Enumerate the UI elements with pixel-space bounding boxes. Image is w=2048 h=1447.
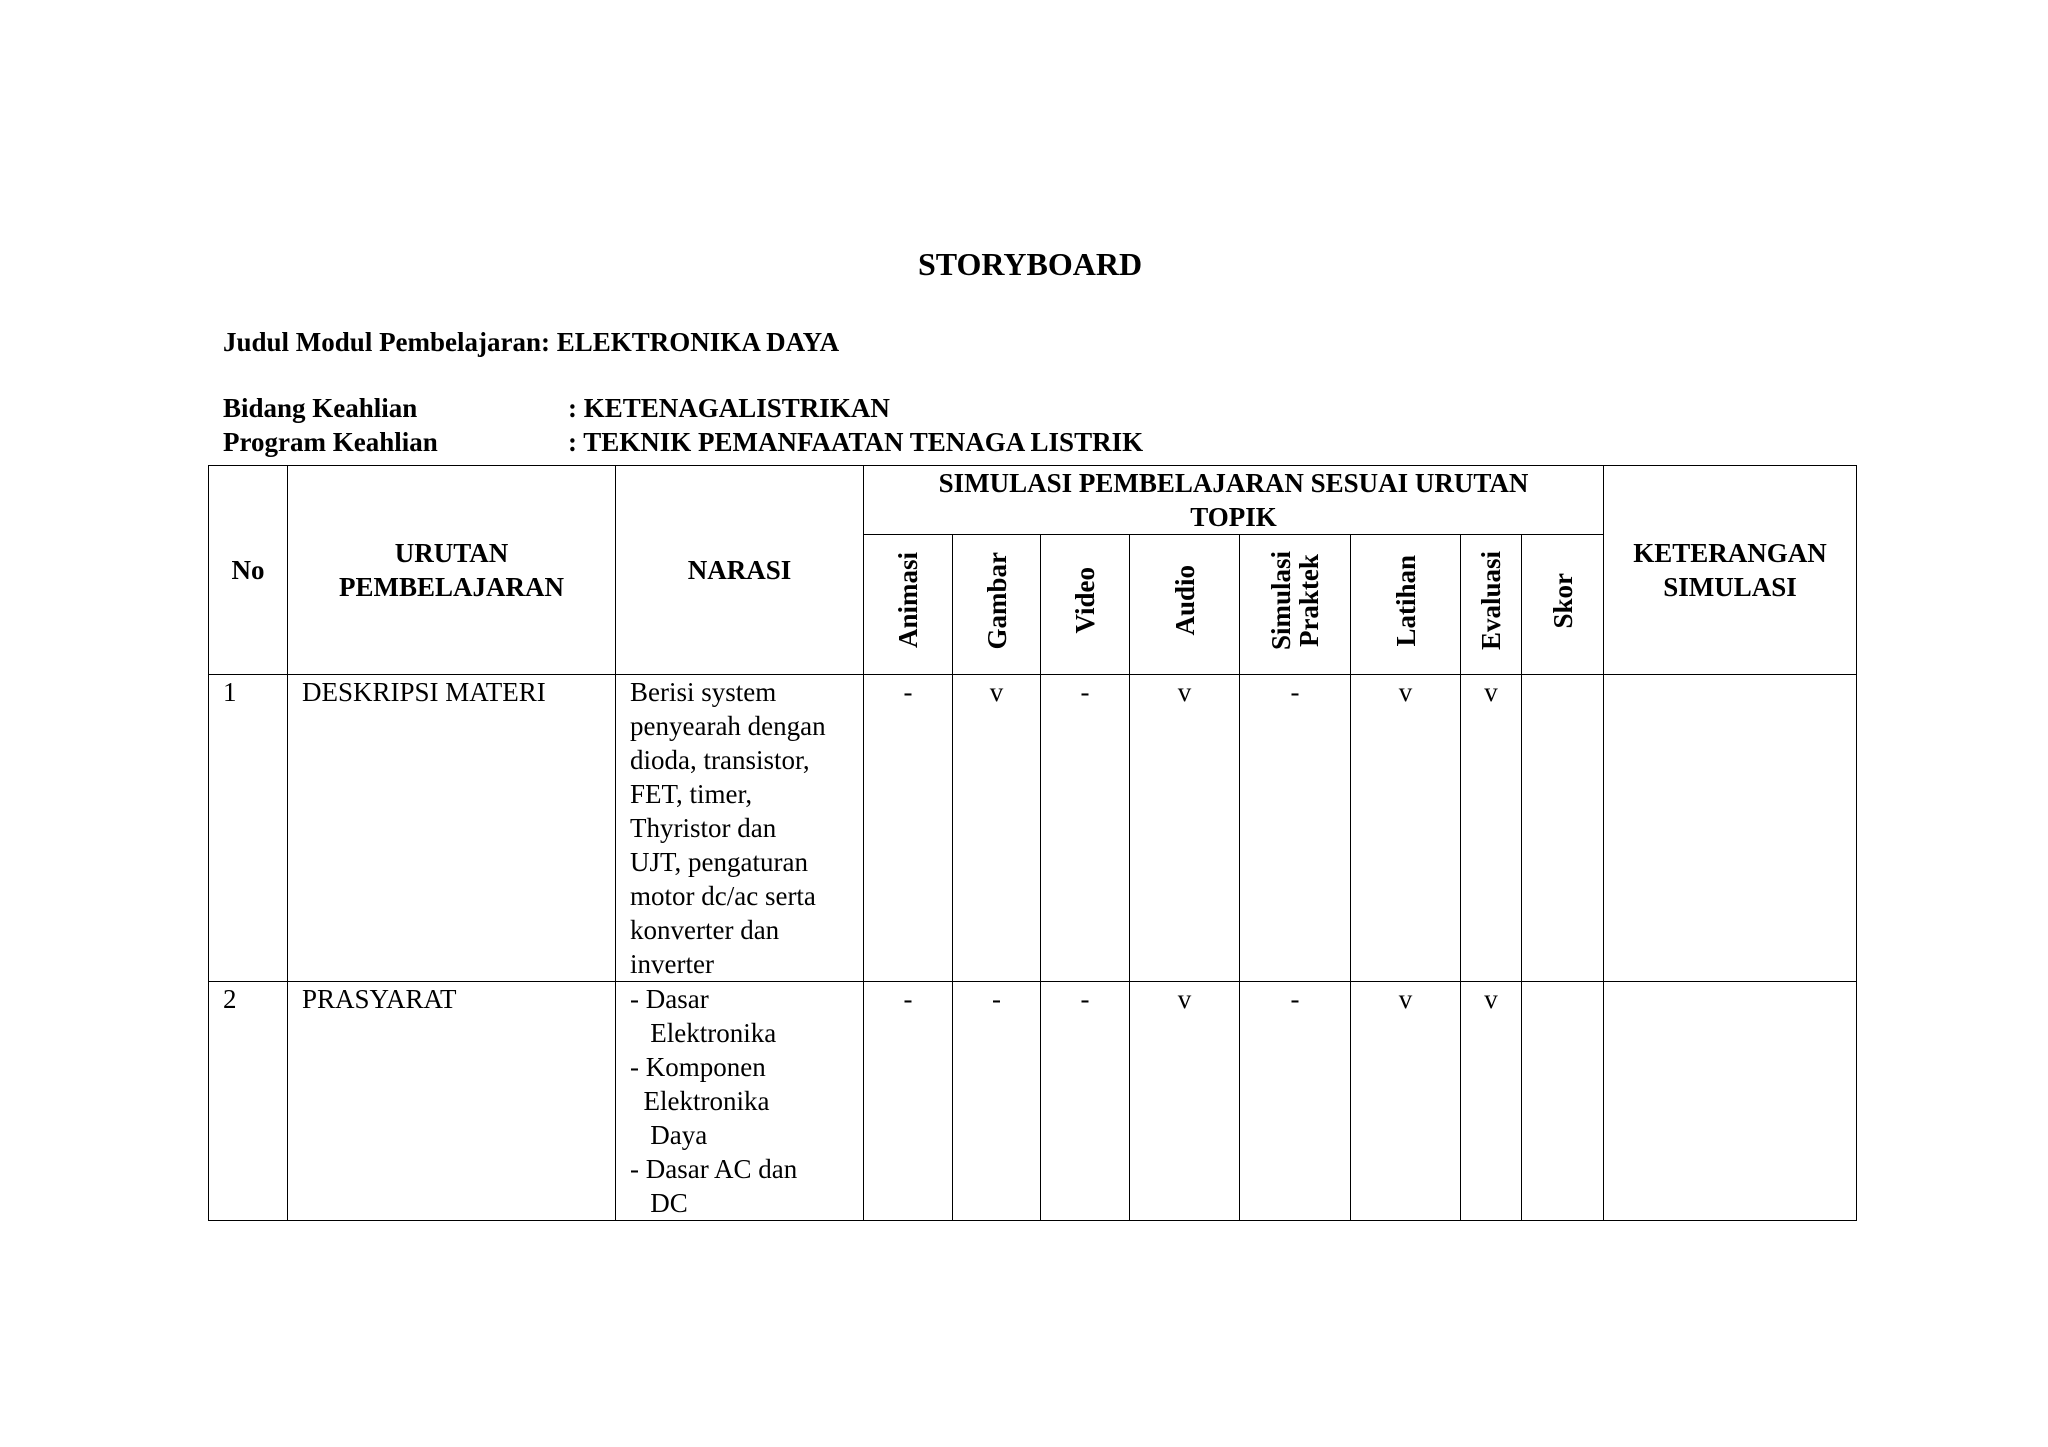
mark-latihan: v bbox=[1351, 982, 1461, 1221]
mark-simulasi-praktek: - bbox=[1240, 982, 1351, 1221]
mark-audio: v bbox=[1130, 675, 1240, 982]
header-simulasi-praktek: Simulasi Praktek bbox=[1240, 535, 1351, 675]
header-evaluasi: Evaluasi bbox=[1461, 535, 1522, 675]
row-narasi: - Dasar Elektronika - Komponen Elektronika Daya - Dasar AC dan DC bbox=[616, 982, 864, 1221]
header-row-1 bbox=[209, 466, 1857, 535]
mark-gambar: v bbox=[953, 675, 1041, 982]
mark-video: - bbox=[1041, 982, 1130, 1221]
header-narasi: NARASI bbox=[616, 466, 864, 675]
table-row bbox=[209, 675, 1857, 982]
row-urutan: DESKRIPSI MATERI bbox=[288, 675, 616, 982]
mark-skor bbox=[1522, 982, 1604, 1221]
header-keterangan: KETERANGAN SIMULASI bbox=[1604, 466, 1857, 675]
header-simulasi-group: SIMULASI PEMBELAJARAN SESUAI URUTAN TOPIK bbox=[864, 466, 1604, 535]
mark-animasi: - bbox=[864, 982, 953, 1221]
header-audio: Audio bbox=[1130, 535, 1240, 675]
bidang-value: : KETENAGALISTRIKAN bbox=[568, 393, 890, 423]
header-gambar: Gambar bbox=[953, 535, 1041, 675]
mark-gambar: - bbox=[953, 982, 1041, 1221]
header-animasi: Animasi bbox=[864, 535, 953, 675]
row-no: 1 bbox=[209, 675, 288, 982]
module-title: Judul Modul Pembelajaran: ELEKTRONIKA DAYA bbox=[223, 327, 840, 357]
storyboard-table bbox=[208, 465, 1857, 1221]
header-skor: Skor bbox=[1522, 535, 1604, 675]
header-video: Video bbox=[1041, 535, 1130, 675]
row-urutan: PRASYARAT bbox=[288, 982, 616, 1221]
program-label: Program Keahlian bbox=[223, 427, 438, 457]
program-value: : TEKNIK PEMANFAATAN TENAGA LISTRIK bbox=[568, 427, 1144, 457]
mark-animasi: - bbox=[864, 675, 953, 982]
row-narasi: Berisi system penyearah dengan dioda, transistor, FET, timer, Thyristor dan UJT, pengaturan motor dc/ac serta konverter dan inverter bbox=[616, 675, 864, 982]
table-row bbox=[209, 982, 1857, 1221]
mark-evaluasi: v bbox=[1461, 675, 1522, 982]
mark-simulasi-praktek: - bbox=[1240, 675, 1351, 982]
header-latihan: Latihan bbox=[1351, 535, 1461, 675]
bidang-label: Bidang Keahlian bbox=[223, 393, 418, 423]
row-no: 2 bbox=[209, 982, 288, 1221]
mark-video: - bbox=[1041, 675, 1130, 982]
row-keterangan bbox=[1604, 982, 1857, 1221]
header-urutan: URUTAN PEMBELAJARAN bbox=[288, 466, 616, 675]
mark-latihan: v bbox=[1351, 675, 1461, 982]
mark-skor bbox=[1522, 675, 1604, 982]
header-no: No bbox=[209, 466, 288, 675]
row-keterangan bbox=[1604, 675, 1857, 982]
mark-audio: v bbox=[1130, 982, 1240, 1221]
mark-evaluasi: v bbox=[1461, 982, 1522, 1221]
document-title: STORYBOARD bbox=[917, 246, 1143, 282]
